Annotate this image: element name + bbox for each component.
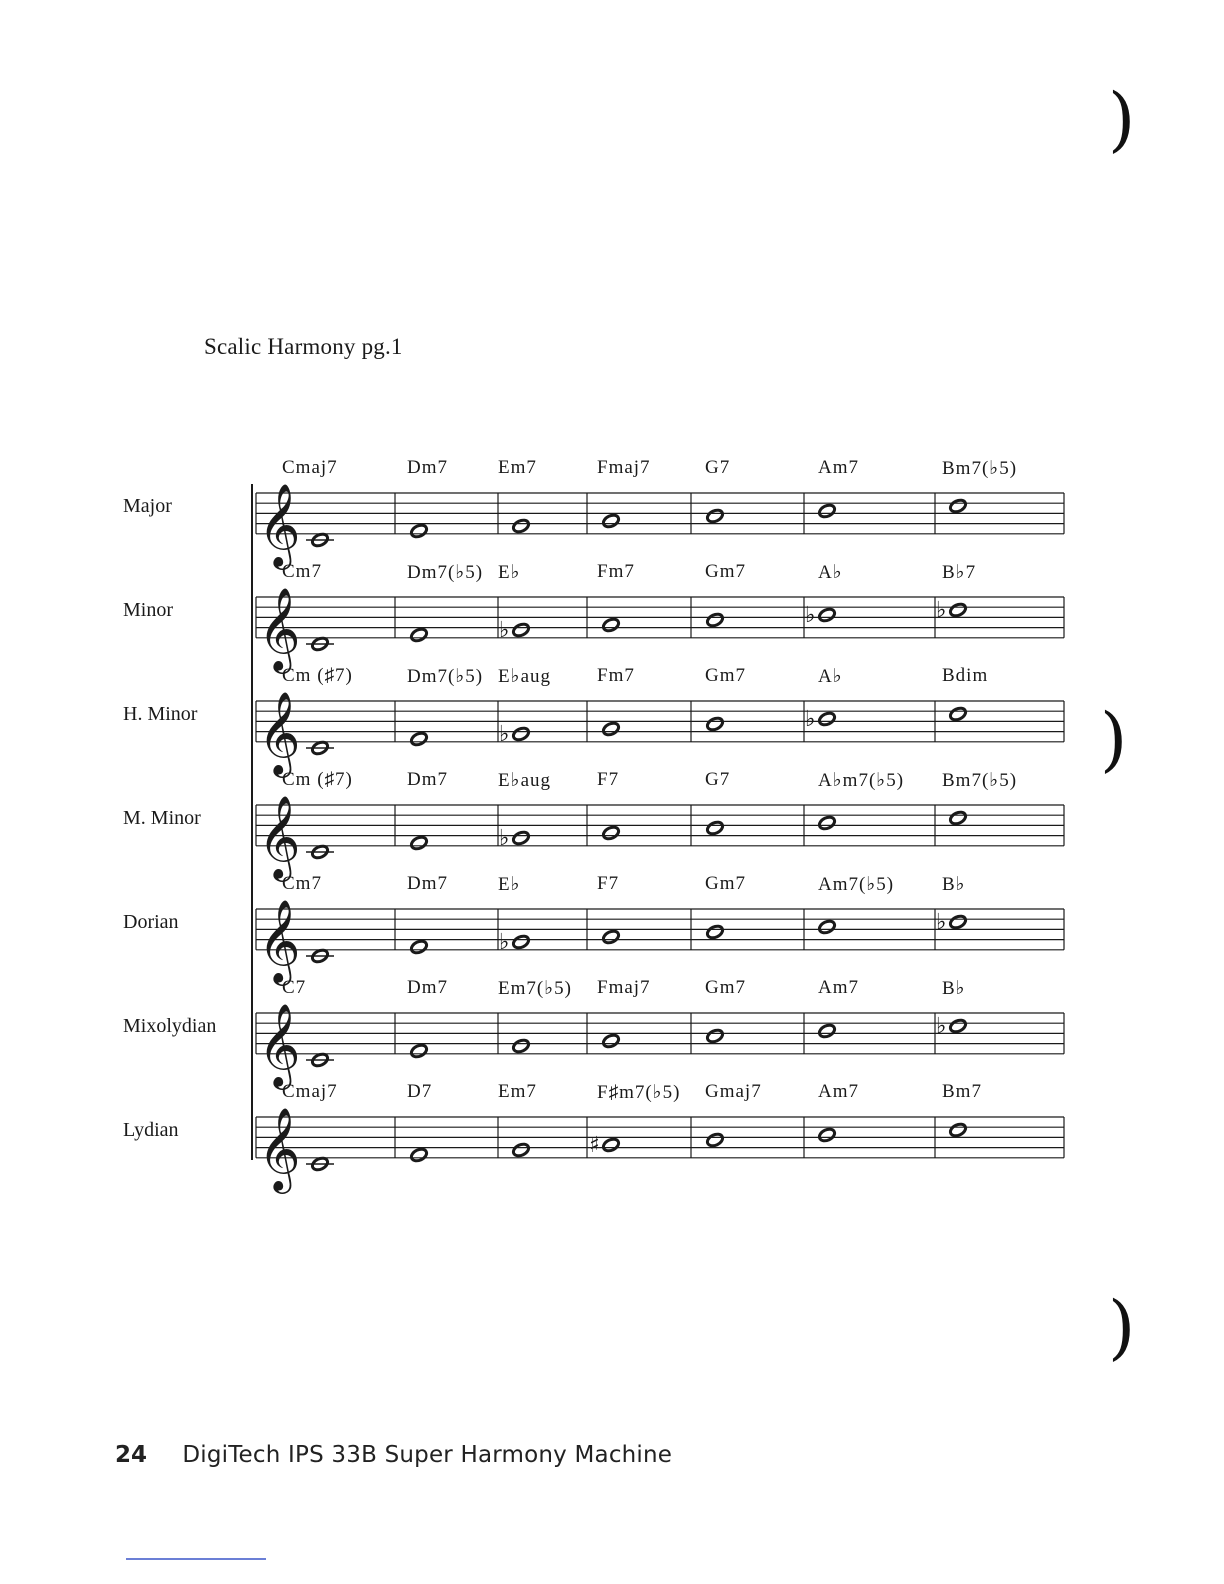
whole-note-icon xyxy=(602,1137,621,1153)
chord-symbol: Em7 xyxy=(498,457,537,478)
chord-symbol: Am7 xyxy=(818,977,859,998)
whole-note-icon xyxy=(410,835,429,851)
chord-symbol: Fm7 xyxy=(597,665,635,686)
whole-note-icon xyxy=(512,830,531,846)
treble-clef-icon: 𝄞 xyxy=(258,898,301,982)
whole-note-icon xyxy=(602,1033,621,1049)
whole-note-icon xyxy=(818,607,837,623)
flat-icon: ♭ xyxy=(499,618,510,643)
chord-symbol: E♭ xyxy=(498,562,521,583)
whole-note-icon xyxy=(706,1028,725,1044)
whole-note-icon xyxy=(706,924,725,940)
chord-symbol: Bdim xyxy=(942,665,989,686)
chord-symbol: Gmaj7 xyxy=(705,1081,762,1102)
page-number: 24 xyxy=(115,1442,148,1468)
whole-note-icon xyxy=(410,939,429,955)
treble-clef-icon: 𝄞 xyxy=(258,482,301,566)
chord-symbol: Dm7 xyxy=(407,977,448,998)
chord-symbol: B♭ xyxy=(942,874,966,895)
whole-note-icon xyxy=(602,721,621,737)
chord-symbol: F♯m7(♭5) xyxy=(597,1082,681,1103)
whole-note-icon xyxy=(949,914,968,930)
whole-note-icon xyxy=(512,518,531,534)
flat-icon: ♭ xyxy=(936,910,947,935)
scale-label: Dorian xyxy=(123,911,179,933)
chord-symbol: C7 xyxy=(282,977,307,998)
page-title: Scalic Harmony pg.1 xyxy=(204,334,403,359)
flat-icon: ♭ xyxy=(936,598,947,623)
whole-note-icon xyxy=(512,934,531,950)
whole-note-icon xyxy=(949,1122,968,1138)
whole-note-icon xyxy=(818,503,837,519)
scale-label: Minor xyxy=(123,599,173,621)
chord-symbol: B♭ xyxy=(942,978,966,999)
scale-label: Lydian xyxy=(123,1119,179,1141)
chord-symbol: Gm7 xyxy=(705,561,746,582)
chord-symbol: Cm7 xyxy=(282,873,322,894)
chord-symbol: E♭aug xyxy=(498,666,552,687)
binding-mark-middle: ) xyxy=(1100,698,1128,780)
chord-symbol: Em7(♭5) xyxy=(498,978,573,999)
whole-note-icon xyxy=(602,617,621,633)
chord-symbol: Bm7(♭5) xyxy=(942,770,1018,791)
flat-icon: ♭ xyxy=(805,707,816,732)
chord-symbol: F7 xyxy=(597,873,620,894)
chord-symbol: Fm7 xyxy=(597,561,635,582)
whole-note-icon xyxy=(512,1038,531,1054)
chord-symbol: G7 xyxy=(705,457,731,478)
whole-note-icon xyxy=(410,731,429,747)
whole-note-icon xyxy=(512,1142,531,1158)
flat-icon: ♭ xyxy=(499,826,510,851)
chord-symbol: Fmaj7 xyxy=(597,977,651,998)
chord-symbol: Am7 xyxy=(818,457,859,478)
chord-symbol: Bm7(♭5) xyxy=(942,458,1018,479)
chord-symbol: E♭aug xyxy=(498,770,552,791)
treble-clef-icon: 𝄞 xyxy=(258,1106,301,1190)
whole-note-icon xyxy=(512,622,531,638)
whole-note-icon xyxy=(949,810,968,826)
whole-note-icon xyxy=(706,1132,725,1148)
whole-note-icon xyxy=(602,513,621,529)
footer-text: DigiTech IPS 33B Super Harmony Machine xyxy=(182,1442,673,1468)
flat-icon: ♭ xyxy=(499,722,510,747)
whole-note-icon xyxy=(512,726,531,742)
whole-note-icon xyxy=(410,1147,429,1163)
whole-note-icon xyxy=(410,627,429,643)
chord-symbol: Cm7 xyxy=(282,561,322,582)
treble-clef-icon: 𝄞 xyxy=(258,690,301,774)
whole-note-icon xyxy=(949,1018,968,1034)
binding-mark-top: ) xyxy=(1108,78,1136,160)
chord-symbol: Cmaj7 xyxy=(282,457,338,478)
treble-clef-icon: 𝄞 xyxy=(258,1002,301,1086)
chord-symbol: Dm7 xyxy=(407,457,448,478)
whole-note-icon xyxy=(410,523,429,539)
chord-symbol: Am7(♭5) xyxy=(818,874,895,895)
chord-symbol: G7 xyxy=(705,769,731,790)
chord-symbol: F7 xyxy=(597,769,620,790)
chord-symbol: Dm7 xyxy=(407,873,448,894)
whole-note-icon xyxy=(818,815,837,831)
sharp-icon: ♯ xyxy=(589,1133,600,1158)
chord-symbol: Gm7 xyxy=(705,977,746,998)
chord-symbol: Cm (♯7) xyxy=(282,665,353,686)
chord-symbol: A♭ xyxy=(818,562,843,583)
whole-note-icon xyxy=(949,706,968,722)
scale-label: Mixolydian xyxy=(123,1015,217,1037)
chord-symbol: Dm7(♭5) xyxy=(407,562,484,583)
treble-clef-icon: 𝄞 xyxy=(258,586,301,670)
flat-icon: ♭ xyxy=(936,1014,947,1039)
page-footer xyxy=(115,1442,672,1468)
chord-symbol: Fmaj7 xyxy=(597,457,651,478)
whole-note-icon xyxy=(706,820,725,836)
flat-icon: ♭ xyxy=(499,930,510,955)
treble-clef-icon: 𝄞 xyxy=(258,794,301,878)
whole-note-icon xyxy=(706,508,725,524)
whole-note-icon xyxy=(818,1127,837,1143)
chord-symbol: A♭m7(♭5) xyxy=(818,770,905,791)
chord-symbol: Cmaj7 xyxy=(282,1081,338,1102)
chord-symbol: Gm7 xyxy=(705,873,746,894)
footer-rule xyxy=(126,1558,266,1560)
chord-symbol: Gm7 xyxy=(705,665,746,686)
whole-note-icon xyxy=(818,1023,837,1039)
whole-note-icon xyxy=(602,929,621,945)
chord-symbol: E♭ xyxy=(498,874,521,895)
binding-mark-bottom: ) xyxy=(1108,1286,1136,1368)
chord-symbol: Cm (♯7) xyxy=(282,769,353,790)
scale-label: Major xyxy=(123,495,172,517)
whole-note-icon xyxy=(602,825,621,841)
whole-note-icon xyxy=(949,602,968,618)
chord-symbol: B♭7 xyxy=(942,562,977,583)
chord-symbol: D7 xyxy=(407,1081,433,1102)
whole-note-icon xyxy=(706,612,725,628)
whole-note-icon xyxy=(818,711,837,727)
chord-symbol: A♭ xyxy=(818,666,843,687)
scale-label: H. Minor xyxy=(123,703,198,725)
chord-symbol: Dm7(♭5) xyxy=(407,666,484,687)
whole-note-icon xyxy=(706,716,725,732)
whole-note-icon xyxy=(949,498,968,514)
chord-symbol: Am7 xyxy=(818,1081,859,1102)
chord-symbol: Bm7 xyxy=(942,1081,982,1102)
whole-note-icon xyxy=(818,919,837,935)
whole-note-icon xyxy=(410,1043,429,1059)
flat-icon: ♭ xyxy=(805,603,816,628)
chord-symbol: Dm7 xyxy=(407,769,448,790)
scale-label: M. Minor xyxy=(123,807,201,829)
chord-symbol: Em7 xyxy=(498,1081,537,1102)
